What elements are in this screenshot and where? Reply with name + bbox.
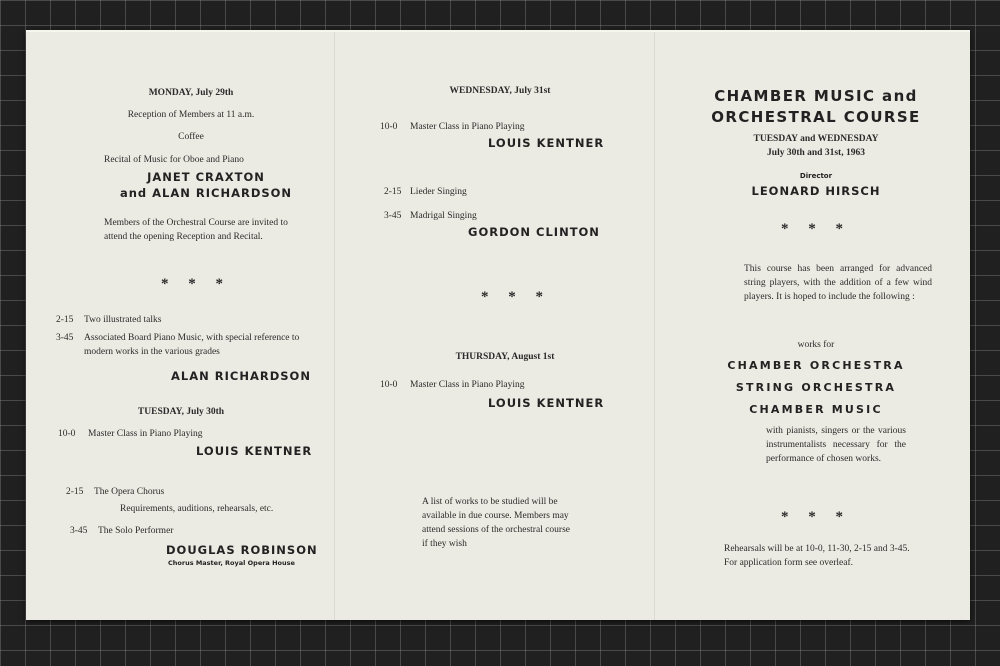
madrigal-name: GORDON CLINTON [468,225,600,239]
fold-line-left [334,32,335,620]
talks-text: Two illustrated talks [84,315,162,325]
programme-sheet [26,30,970,620]
board-time: 3-45 [56,333,74,343]
solo-name: DOUGLAS ROBINSON [166,543,318,557]
board-music-text: Associated Board Piano Music, with special reference to modern works in the various grades [84,333,300,357]
tue-master-class: Master Class in Piano Playing [88,429,203,439]
opera-text: The Opera Chorus [94,487,165,497]
solo-text: The Solo Performer [98,526,174,536]
director-label: Director [799,172,833,180]
thu-master-class: Master Class in Piano Playing [410,380,525,390]
tue-master-time: 10-0 [58,429,76,439]
solo-title: Chorus Master, Royal Opera House [168,559,295,567]
course-dates: July 30th and 31st, 1963 [767,148,865,158]
application-text: For application form see overleaf. [724,558,853,568]
stars-divider-top: * * * [781,221,851,237]
course-days: TUESDAY and WEDNESDAY [753,134,879,144]
panel-left [56,32,326,620]
tuesday-heading: TUESDAY, July 30th [137,407,225,417]
director-name: LEONARD HIRSCH [751,184,881,198]
wed-master-time: 10-0 [380,122,398,132]
talks-time: 2-15 [56,315,74,325]
thu-master-time: 10-0 [380,380,398,390]
thu-master-name: LOUIS KENTNER [488,396,605,410]
fold-line-right [654,32,655,620]
wednesday-heading: WEDNESDAY, July 31st [449,86,551,96]
stars-divider: * * * [161,276,231,292]
monday-heading: MONDAY, July 29th [148,88,234,98]
wed-master-name: LOUIS KENTNER [488,136,605,150]
course-title-line2: ORCHESTRAL COURSE [711,108,921,126]
madrigal-time: 3-45 [384,211,402,221]
with-note: with pianists, singers or the various instrumentalists necessary for the performance of chosen works. [766,426,906,464]
performers-line1: JANET CRAXTON [147,170,265,184]
works-for-text: works for [797,340,835,350]
opera-time: 2-15 [66,487,84,497]
wed-master-class: Master Class in Piano Playing [410,122,525,132]
rehearsals-text: Rehearsals will be at 10-0, 11-30, 2-15 and 3-45. [724,544,910,554]
panel-middle [366,32,646,620]
performers-line2: and ALAN RICHARDSON [119,186,293,200]
reception-text: Reception of Members at 11 a.m. [127,110,255,120]
madrigal-text: Madrigal Singing [410,211,477,221]
lieder-text: Lieder Singing [410,187,467,197]
thursday-heading: THURSDAY, August 1st [455,352,555,362]
stars-divider: * * * [481,289,551,305]
opera-detail: Requirements, auditions, rehearsals, etc. [120,504,274,514]
coffee-text: Coffee [178,132,204,142]
ensemble-chamber-music: CHAMBER MUSIC [749,403,883,416]
course-title-line1: CHAMBER MUSIC and [714,87,918,105]
stars-divider-bottom: * * * [781,509,851,525]
members-note: Members of the Orchestral Course are invited to attend the opening Reception and Recital. [104,218,288,242]
ensemble-string-orchestra: STRING ORCHESTRA [735,381,897,394]
tue-master-name: LOUIS KENTNER [196,444,313,458]
ensemble-chamber-orchestra: CHAMBER ORCHESTRA [727,359,905,372]
recital-text: Recital of Music for Oboe and Piano [104,155,244,165]
solo-time: 3-45 [70,526,88,536]
lieder-time: 2-15 [384,187,402,197]
intro-text: This course has been arranged for advanced string players, with the addition of a few wind players. It is hoped to include the following : [744,264,932,302]
works-note: A list of works to be studied will be available in due course. Members may attend sessions of the orchestral course if they wish [422,497,570,549]
panel-right [666,32,966,620]
board-speaker: ALAN RICHARDSON [171,369,311,383]
